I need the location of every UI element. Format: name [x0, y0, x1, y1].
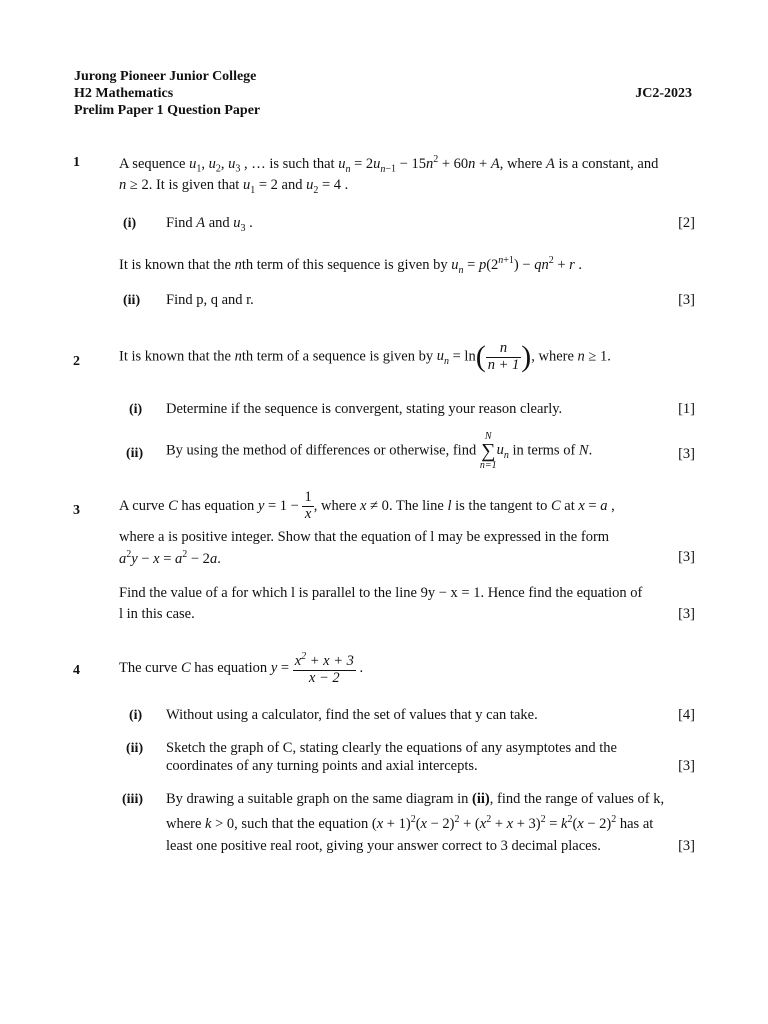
question-2-number: 2 [73, 354, 80, 369]
question-4-part-iii-line-1: By drawing a suitable graph on the same diagram in (ii), find the range of values of k, [166, 791, 665, 807]
question-1-part-i-marks: [2] [678, 215, 695, 231]
question-4-number: 4 [73, 663, 80, 678]
question-3-marks-2: [3] [678, 606, 695, 622]
question-2-part-ii-marks: [3] [678, 446, 695, 462]
question-1-part-i-label: (i) [123, 216, 137, 231]
question-3-part-2-line-1: Find the value of a for which l is parallel to the line 9y − x = 1. Hence find the equation of [119, 585, 643, 601]
question-2-part-ii-label: (ii) [126, 446, 144, 461]
question-1-known-statement: It is known that the nth term of this sequence is given by $u_n = p(2^{n+1}) - qn^2 + r$ . [119, 255, 583, 276]
question-4-part-ii-marks: [3] [678, 758, 695, 774]
question-1-part-ii-text: Find p, q and r. [166, 292, 254, 308]
question-3-marks-1: [3] [678, 549, 695, 565]
question-4-stem: The curve C has equation y = $\frac{x^2 + x + 3}{x - 2}$ . [119, 651, 364, 686]
question-2-part-i-label: (i) [129, 402, 143, 417]
question-1-part-ii-label: (ii) [123, 293, 141, 308]
college-name: Jurong Pioneer Junior College [74, 69, 257, 84]
question-4-part-ii-line-2: coordinates of any turning points and axial intercepts. [166, 758, 478, 774]
question-1-stem-line-2: n ≥ 2. It is given that $u_1 = 2$ and $u_2 = 4$ . [119, 177, 349, 196]
paper-title: Prelim Paper 1 Question Paper [74, 103, 261, 118]
question-4-part-ii-line-1: Sketch the graph of C, stating clearly the equations of any asymptotes and the [166, 740, 617, 756]
question-3-stem-line-2: where a is positive integer. Show that the equation of l may be expressed in the form [119, 529, 610, 545]
question-4-part-ii-label: (ii) [126, 741, 144, 756]
question-4-part-iii-label: (iii) [122, 792, 143, 807]
question-1-number: 1 [73, 155, 80, 170]
question-2-part-i-marks: [1] [678, 401, 695, 417]
summation-symbol: N ∑ n=1 [479, 431, 497, 471]
question-4-part-iii-line-3: least one positive real root, giving your answer correct to 3 decimal places. [166, 838, 601, 854]
question-3-stem-line-3: $a^2y - x = a^2 - 2a$. [119, 549, 221, 567]
question-2-part-ii-text: By using the method of differences or otherwise, find N ∑ $n=1u_n$ in terms of N. [166, 431, 593, 471]
question-3-stem-line-1: A curve C has equation y = 1 − $\frac{1}{x}$ , where x ≠ 0. The line l is the tangent to C at x = a , [119, 489, 615, 522]
question-1-part-i-text: Find A and $u_3$ . [166, 215, 253, 234]
question-4-part-iii-marks: [3] [678, 838, 695, 854]
question-2-part-i-text: Determine if the sequence is convergent, stating your reason clearly. [166, 401, 563, 417]
subject-name: H2 Mathematics [74, 86, 174, 101]
question-4-part-i-text: Without using a calculator, find the set of values that y can take. [166, 707, 538, 723]
question-4-part-iii-line-2: where k > 0, such that the equation $(x + 1)^2(x - 2)^2 + (x^2 + x + 3)^2 = k^2(x - 2)^2$ has at [166, 814, 654, 832]
question-3-number: 3 [73, 503, 80, 518]
paper-code: JC2-2023 [635, 86, 692, 101]
question-2-stem: It is known that the nth term of a sequence is given by $u_n = \ln$( $\frac{n}{n + 1}$ ), where n ≥ 1. [119, 339, 611, 373]
question-4-part-i-marks: [4] [678, 707, 695, 723]
question-1-part-ii-marks: [3] [678, 292, 695, 308]
question-1-stem-line-1: A sequence $u_1$, $u_2$, $u_3$ , … is such that $u_n = 2u_{n-1} - 15n^2 + 60n + A$, where A is a constant, and [119, 154, 659, 175]
question-3-part-2-line-2: l in this case. [119, 606, 195, 622]
question-4-part-i-label: (i) [129, 708, 143, 723]
